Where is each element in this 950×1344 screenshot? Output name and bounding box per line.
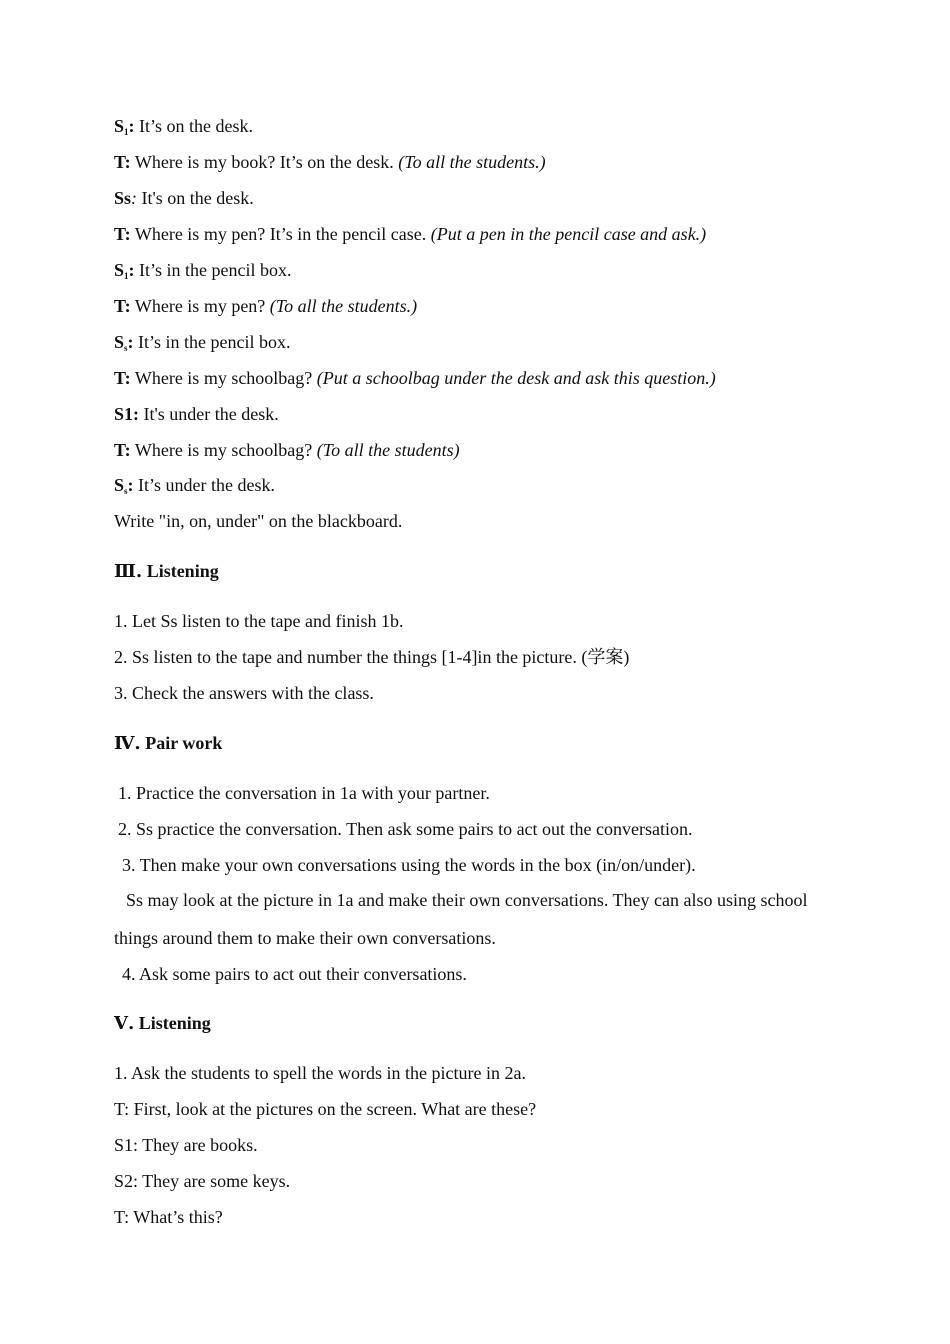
section-numeral: Ⅴ. <box>114 1013 135 1034</box>
section-title: Pair work <box>145 733 223 753</box>
utterance: Where is my book? It’s on the desk. <box>130 152 399 172</box>
speaker-subscript: s <box>124 486 128 496</box>
section-heading-pair-work <box>114 732 222 755</box>
list-item: T: What’s this? <box>114 1207 223 1227</box>
dialogue-line <box>114 331 291 356</box>
speaker-colon: : <box>127 475 134 495</box>
utterance: Where is my schoolbag? <box>130 440 317 460</box>
list-item: 3. Then make your own conversations using the words in the box (in/on/under). <box>122 855 696 875</box>
list-item: things around them to make their own conversations. <box>114 928 496 948</box>
stage-note: (Put a schoolbag under the desk and ask this question.) <box>316 368 716 388</box>
list-item: S2: They are some keys. <box>114 1171 291 1191</box>
speaker: T: <box>114 368 131 388</box>
speaker-subscript: 1 <box>124 127 129 137</box>
speaker: S <box>114 475 125 495</box>
section-heading-listening-2 <box>114 1012 211 1035</box>
utterance: It’s on the desk. <box>134 116 254 136</box>
section-numeral: Ⅳ. <box>114 733 141 754</box>
dialogue-line <box>114 295 417 320</box>
utterance: Where is my pen? It’s in the pencil case. <box>130 224 431 244</box>
section-numeral: Ⅲ. <box>114 561 143 582</box>
utterance: Where is my pen? <box>130 296 270 316</box>
speaker: S1: <box>114 404 140 424</box>
list-item: 2. Ss practice the conversation. Then ask some pairs to act out the conversation. <box>118 819 693 839</box>
dialogue-line <box>114 115 253 140</box>
utterance: It’s in the pencil box. <box>133 332 291 352</box>
dialogue-line <box>114 367 716 392</box>
speaker-colon: : <box>128 116 135 136</box>
dialogue-line <box>114 474 275 499</box>
stage-note: (To all the students) <box>316 440 460 460</box>
utterance: It’s in the pencil box. <box>134 260 292 280</box>
dialogue-line <box>114 187 254 212</box>
list-item: 1. Practice the conversation in 1a with your partner. <box>118 783 490 803</box>
utterance: Where is my schoolbag? <box>130 368 317 388</box>
section-heading-listening <box>114 560 219 583</box>
speaker-colon: : <box>128 260 135 280</box>
stage-note: (Put a pen in the pencil case and ask.) <box>430 224 707 244</box>
speaker-subscript: s <box>124 343 128 353</box>
speaker-colon: : <box>131 188 138 208</box>
stage-note: (To all the students.) <box>269 296 418 316</box>
list-item: T: First, look at the pictures on the screen. What are these? <box>114 1099 537 1119</box>
speaker: S <box>114 332 125 352</box>
list-item: Ss may look at the picture in 1a and make their own conversations. They can also using school <box>126 890 808 910</box>
speaker: Ss <box>114 188 132 208</box>
blackboard-instruction: Write "in, on, under" on the blackboard. <box>114 511 403 531</box>
list-item: S1: They are books. <box>114 1135 258 1155</box>
speaker: T: <box>114 440 131 460</box>
speaker: T: <box>114 296 131 316</box>
speaker: T: <box>114 152 131 172</box>
stage-note: (To all the students.) <box>398 152 546 172</box>
section-title: Listening <box>146 561 219 581</box>
list-item: 4. Ask some pairs to act out their conversations. <box>122 964 467 984</box>
dialogue-line <box>114 223 706 248</box>
dialogue-line <box>114 439 460 464</box>
list-item: 1. Let Ss listen to the tape and finish 1b. <box>114 611 404 631</box>
list-item: 1. Ask the students to spell the words in the picture in 2a. <box>114 1063 526 1083</box>
dialogue-line <box>114 259 292 284</box>
dialogue-line <box>114 151 546 176</box>
speaker-subscript: 1 <box>124 271 129 281</box>
list-item: 3. Check the answers with the class. <box>114 683 374 703</box>
speaker: T: <box>114 224 131 244</box>
section-title: Listening <box>138 1013 211 1033</box>
utterance: It's on the desk. <box>137 188 254 208</box>
speaker: S <box>114 116 125 136</box>
dialogue-line <box>114 403 279 428</box>
utterance: It’s under the desk. <box>133 475 275 495</box>
speaker: S <box>114 260 125 280</box>
utterance: It's under the desk. <box>139 404 279 424</box>
speaker-colon: : <box>127 332 134 352</box>
list-item: 2. Ss listen to the tape and number the things [1-4]in the picture. (学案) <box>114 647 630 667</box>
